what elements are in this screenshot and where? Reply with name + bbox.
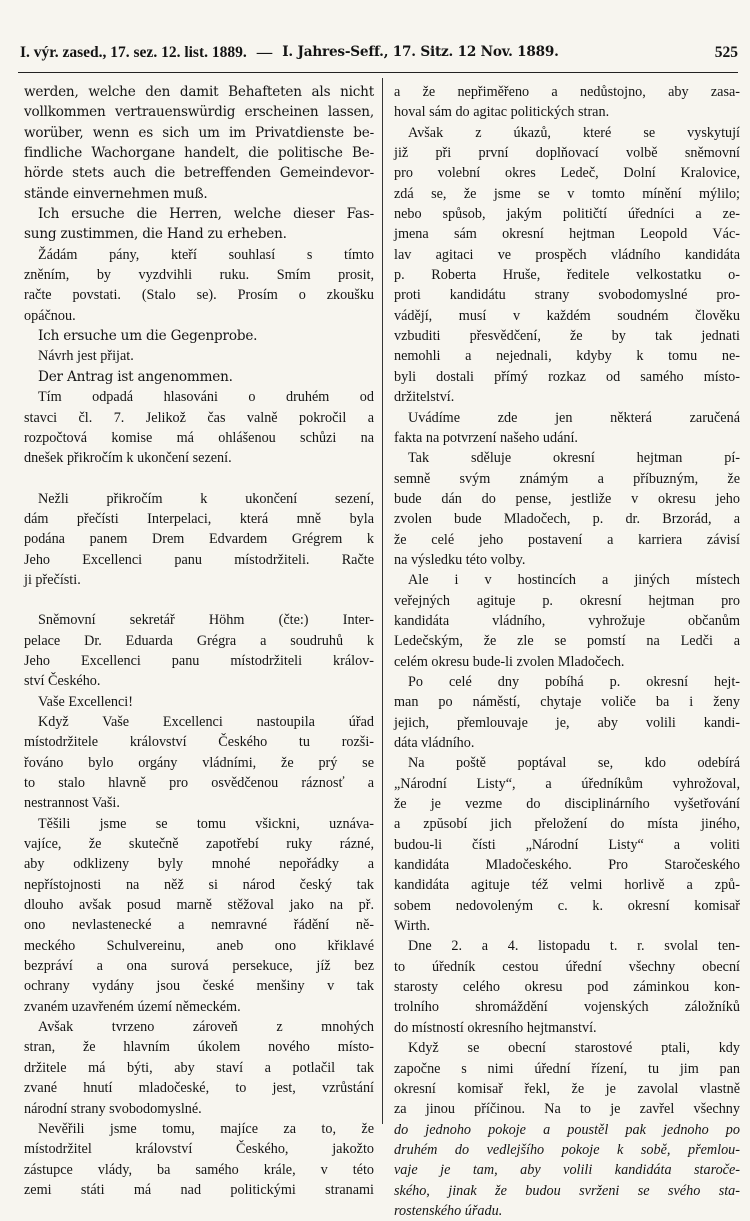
right-text-line: ského, jinak že budou svrženi se svého sta-	[394, 1182, 740, 1199]
right-text-line: veřejných agituje p. okresní hejtman pro	[394, 592, 740, 609]
left-column	[24, 82, 374, 1198]
left-text-line: Nevěřili jsme tomu, majíce za to, že	[38, 1120, 374, 1137]
left-text-line: dlouho avšak posud marně stěžoval jako na př.	[24, 897, 374, 914]
right-text-line: sobem nedovoleným c. k. okresní komisař	[394, 897, 740, 914]
left-text-line: stavci čl. 7. Jelikož čas valně pokročil a	[24, 409, 374, 426]
left-text-line: Jeho Excellenci panu místodržiteli králov-	[24, 652, 374, 669]
right-text-line: proti kandidátu strany svobodomyslné pro-	[394, 287, 740, 304]
right-text-line: kandidáta Mladočeského. Pro Staročeského	[394, 857, 740, 874]
left-text-line: stran, že hlavním úkolem nového místo-	[24, 1039, 374, 1056]
left-text-line: dám přečísti Interpelaci, která mně byla	[24, 510, 374, 527]
left-text-line: stände einvernehmen muß.	[24, 185, 208, 202]
left-text-line: nestrannost Vaši.	[24, 795, 120, 812]
right-text-line: starosty celého okresu pod záminkou kon-	[394, 979, 740, 996]
page-header	[20, 38, 738, 68]
left-text-line: zvaném uzavřeném území německém.	[24, 998, 241, 1015]
right-text-line: „Národní Listy“, a úředníkům vyhrožoval,	[394, 775, 740, 792]
left-text-line: národní strany svobodomyslné.	[24, 1100, 202, 1117]
left-text-line: sung zustimmen, die Hand zu erheben.	[24, 226, 287, 243]
left-text-line: worüber, wenn es sich um im Privatdienste be-	[24, 124, 374, 141]
right-text-line: že celé jeho postavení a karriera závisí	[394, 531, 740, 548]
right-text-line: Tak sděluje okresní hejtman pí-	[408, 450, 740, 467]
right-text-line: Avšak z úkazů, které se vyskytují	[408, 124, 740, 141]
left-text-line: Když Vaše Excellenci nastoupila úřad	[38, 713, 374, 730]
right-text-line: zvolen bude Mladočech, p. dr. Brzorád, a	[394, 511, 740, 528]
right-text-line: p. Roberta Hruše, ředitele velkostatku o-	[394, 267, 740, 284]
right-text-line: že je vezme do disciplinárního vyšetřování	[394, 796, 740, 813]
left-text-line: Ich ersuche um die Gegenprobe.	[38, 328, 258, 345]
left-text-line: aby odklizeny byly mnohé nepořádky a	[24, 856, 374, 873]
right-column	[394, 82, 740, 1219]
left-text-line: račte povstati. (Stalo se). Prosím o zkoušku	[24, 287, 374, 304]
left-text-line: zněním, by vyzdvihli ruku. Smím prosit,	[24, 267, 374, 284]
right-text-line: vádějí, musí v každém soudném člověku	[394, 307, 740, 324]
right-text-line: bude dán do pense, jestliže v okresu jeho	[394, 490, 740, 507]
right-text-line: lav agitaci ve prospěch vládního kandidáta	[394, 246, 740, 263]
left-text-line: Jeho Excellenci panu místodržiteli. Račte	[24, 551, 374, 568]
page-number: 525	[714, 44, 738, 61]
right-text-line: pro volební okres Ledeč, Dolní Kralovice,	[394, 165, 740, 182]
right-text-line: byli dostali přímý rozkaz od samého místo-	[394, 368, 740, 385]
left-text-line: nepřístojnosti na něž si národ český tak	[24, 876, 374, 893]
right-text-line: Po celé dny pobíhá p. okresní hejt-	[408, 673, 740, 690]
header-separator: —	[256, 44, 273, 61]
right-text-line: Wirth.	[394, 918, 431, 935]
right-text-line: jmena sám okresní hejtman Leopold Vác-	[394, 226, 740, 243]
right-text-line: dáta vládního.	[394, 735, 475, 751]
right-text-line: jejich, přemlouvaje je, aby volili kandi-	[394, 714, 740, 731]
left-text-line: Avšak tvrzeno zároveň z mnohých	[38, 1019, 374, 1036]
left-text-line: ochrany vydány jsou české menšiny v tak	[24, 978, 374, 995]
right-text-line: na výsledku této volby.	[394, 551, 526, 568]
left-text-line: zemi státi má nad politickými stranami	[24, 1181, 374, 1198]
right-text-line: kandidáta agituje též velmi horlivě a způ-	[394, 877, 740, 894]
left-text-line: Nežli přikročím k ukončení sezení,	[38, 490, 374, 507]
left-text-line: ono nevlastenecké a nemravné řádění ně-	[24, 917, 374, 934]
left-text-line: držitele má býti, aby staví a potlačil tak	[24, 1059, 374, 1076]
left-text-line: dnešek přikročím k ukončení sezení.	[24, 450, 232, 467]
left-text-line: místodržitele království Českého tu rozši-	[24, 734, 374, 751]
right-text-line: Dne 2. a 4. listopadu t. r. svolal ten-	[408, 938, 740, 955]
left-text-line: opáčnou.	[24, 307, 76, 324]
right-text-line: vaje je tam, aby volili kandidáta staroče-	[394, 1162, 740, 1179]
right-text-line: do jednoho pokoje a poustěl pak jednoho po	[394, 1121, 740, 1138]
right-text-line: za jinou příčinou. Na to je zavřel všechny	[394, 1101, 740, 1118]
left-text-line: Sněmovní sekretář Höhm (čte:) Inter-	[38, 612, 374, 629]
left-text-line: hörde stets auch die betreffenden Gemeindevor-	[24, 165, 374, 182]
left-text-line: ství Českého.	[24, 673, 101, 690]
left-text-line: ji přečísti.	[24, 571, 81, 588]
right-text-line: Když se obecní starostové ptali, kdy	[408, 1040, 740, 1057]
right-text-line: Na poště poptával se, kdo odebírá	[408, 755, 740, 772]
left-text-line: Vaše Excellenci!	[38, 693, 133, 710]
left-text-line: to stalo hlavně pro osvědčenou ráznosť a	[24, 775, 374, 791]
right-text-line: nebo spůsob, jakým političtí úředníci a ze-	[394, 206, 740, 223]
right-text-line: to úředník cestou úřední všechny obecní	[394, 958, 740, 975]
right-text-line: vzbuditi přesvědčení, že by tak jednati	[394, 328, 740, 345]
left-text-line: Der Antrag ist angenommen.	[38, 368, 233, 385]
left-text-line: zástupce vlády, ba samého krále, v této	[24, 1161, 374, 1178]
right-text-line: a zpŭsobí jich přeložení do místa jiného,	[394, 816, 740, 833]
header-rule	[18, 72, 738, 73]
left-text-line: Těšili jsme se tomu všickni, uznáva-	[38, 815, 374, 832]
right-text-line: semně svým známým a příbuzným, že	[394, 470, 740, 487]
right-text-line: hoval sám do agitac politických stran.	[394, 104, 610, 121]
left-text-line: werden, welche den damit Behafteten als nicht	[24, 84, 374, 100]
left-spacer	[24, 469, 374, 489]
left-text-line: pelace Dr. Eduarda Grégra a soudruhů k	[24, 632, 374, 649]
right-text-line: Ledečským, že zle se pomstí na Ledči a	[394, 633, 740, 650]
header-czech-session: I. výr. zased., 17. sez. 12. list. 1889.	[20, 44, 247, 61]
left-text-line: Žádám pány, kteří souhlasí s tímto	[38, 246, 374, 263]
right-text-line: zdá se, že jsme se v tomto mínění mýlilo;	[394, 185, 740, 202]
right-text-line: druhém do vedlejšího pokoje k sobě, přemlou-	[394, 1141, 740, 1158]
column-divider	[382, 78, 383, 1124]
left-text-line: podána panem Drem Edvardem Grégrem k	[24, 531, 374, 548]
right-text-line: fakta na potvrzení našeho udání.	[394, 429, 578, 446]
header-german-session: I. Jahres-Seff., 17. Sitz. 12 Nov. 1889.	[282, 44, 559, 60]
header-dates	[20, 44, 559, 62]
left-spacer	[24, 590, 374, 610]
right-text-line: držitelství.	[394, 389, 455, 406]
right-text-line: kandidáta vládního, vyhrožuje občanům	[394, 612, 740, 629]
right-text-line: okresní komisař řekl, že je zavolal vlastně	[394, 1080, 740, 1097]
left-text-line: řováno bylo orgány vládními, že prý se	[24, 754, 374, 771]
right-text-line: rostenského úřadu.	[394, 1202, 503, 1219]
left-text-line: rozpočtová komise má ohlášenou schůzi na	[24, 429, 374, 446]
right-text-line: do místností okresního hejtmanství.	[394, 1019, 597, 1036]
left-text-line: Návrh jest přijat.	[38, 348, 134, 365]
left-text-line: vajíce, že skutečně zapotřebí ruky rázné,	[24, 836, 374, 853]
right-text-line: budou-li čísti „Národní Listy“ a voliti	[394, 836, 740, 853]
left-text-line: bezpráví a ona surová persekuce, jíž bez	[24, 958, 374, 975]
left-text-line: findliche Wachorgane handelt, die politische Be-	[24, 145, 374, 162]
left-text-line: místodržitel království Českého, jakožto	[24, 1141, 374, 1158]
right-text-line: trolního shromáždění vojenských záložníků	[394, 999, 740, 1016]
right-text-line: Ale i v hostincích a jiných místech	[408, 572, 740, 589]
right-text-line: započne s nimi úřední řízení, tu jim pan	[394, 1060, 740, 1077]
right-text-line: a že nepřiměřeno a nedůstojno, aby zasa-	[394, 84, 740, 100]
right-text-line: man po náměstí, chytaje voliče ba i ženy	[394, 694, 740, 711]
right-text-line: nemohli a nejednali, kdyby k tomu ne-	[394, 348, 740, 365]
right-text-line: již při první doplňovací volbě sněmovní	[394, 145, 740, 162]
left-text-line: vollkommen vertrauenswürdig erscheinen lassen,	[24, 104, 374, 121]
right-text-line: Uvádíme zde jen některá zaručená	[408, 409, 740, 426]
right-text-line: celém okresu bude-li zvolen Mladočech.	[394, 653, 625, 670]
left-text-line: meckého Schulvereinu, aneb ono křiklavé	[24, 937, 374, 954]
left-text-line: zvané hnutí mladočeské, to jest, vzrůstání	[24, 1080, 374, 1097]
left-text-line: Tím odpadá hlasováni o druhém od	[38, 389, 374, 406]
left-text-line: Ich ersuche die Herren, welche dieser Fas-	[38, 206, 374, 223]
